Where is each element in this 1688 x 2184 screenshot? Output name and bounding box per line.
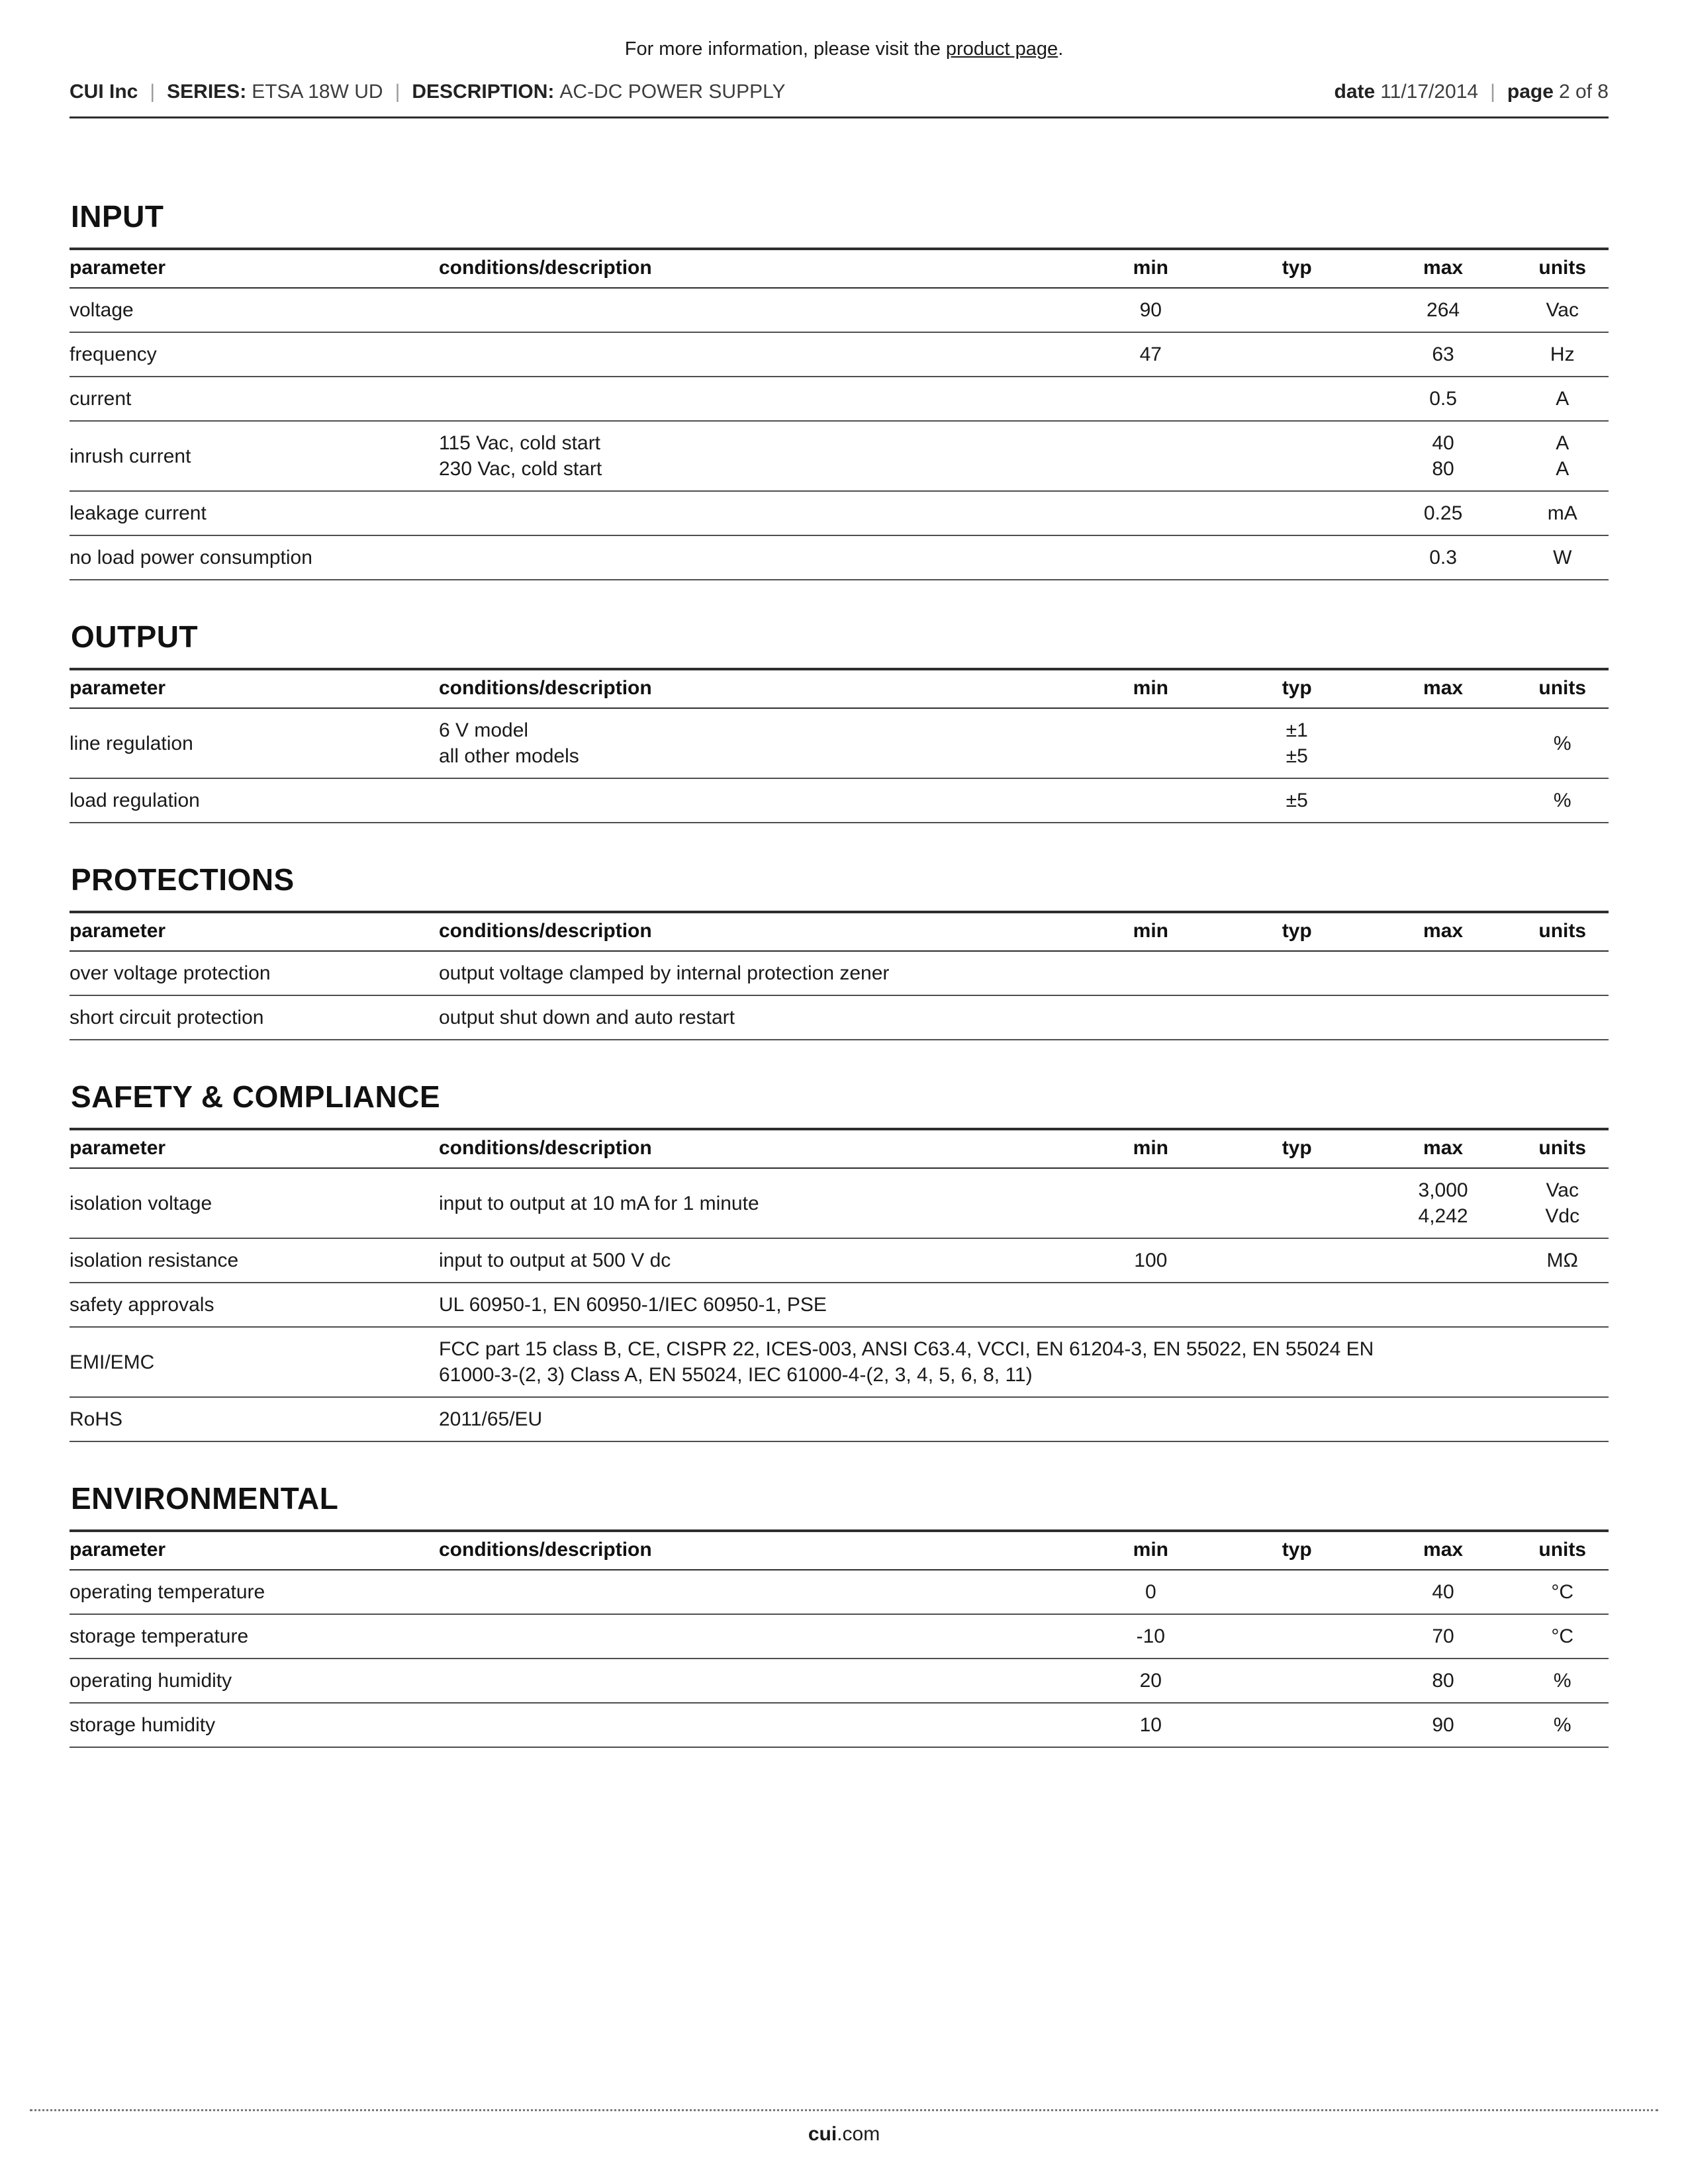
cell-min <box>1078 421 1224 491</box>
column-header: units <box>1538 1539 1587 1561</box>
cell-line: 4,242 <box>1418 1205 1468 1227</box>
cell-line: 100 <box>1134 1250 1168 1271</box>
cell-min <box>1078 332 1224 377</box>
table-header-row <box>70 912 1609 951</box>
table-row <box>70 1327 1609 1397</box>
cell-line: ±5 <box>1286 745 1308 767</box>
cell-units <box>1517 1703 1609 1747</box>
table-row <box>70 288 1609 332</box>
cell-line: 2011/65/EU <box>439 1408 543 1430</box>
cell-max <box>1370 1703 1517 1747</box>
header-bar <box>70 81 1609 118</box>
cell-line: -10 <box>1136 1625 1165 1647</box>
cell-line: output voltage clamped by internal protection zener <box>439 962 890 984</box>
cell-max <box>1370 1614 1517 1659</box>
header-divider: | <box>1490 81 1495 103</box>
product-page-link[interactable]: product page <box>945 38 1058 60</box>
cell-line: ±5 <box>1286 790 1308 811</box>
cell-min <box>1078 377 1224 421</box>
date-label: date <box>1334 81 1376 103</box>
cell-typ <box>1224 491 1370 535</box>
column-header: typ <box>1282 257 1312 279</box>
cell-conditions <box>439 332 1078 377</box>
spec-table <box>70 1128 1609 1442</box>
column-header: conditions/description <box>439 257 652 279</box>
table-row <box>70 332 1609 377</box>
cell-line: all other models <box>439 745 579 767</box>
cell-parameter: over voltage protection <box>70 962 271 984</box>
cell-parameter: EMI/EMC <box>70 1351 155 1373</box>
cell-typ <box>1224 1168 1370 1238</box>
column-header: parameter <box>70 677 166 699</box>
cell-max <box>1370 332 1517 377</box>
column-header: parameter <box>70 257 166 279</box>
column-header: units <box>1538 920 1587 942</box>
cell-line: A <box>1556 432 1570 454</box>
cell-max <box>1370 778 1517 823</box>
section-title: INPUT <box>71 199 164 234</box>
footer <box>30 2109 1658 2146</box>
cell-units <box>1517 288 1609 332</box>
column-header: parameter <box>70 1539 166 1561</box>
cell-line: 230 Vac, cold start <box>439 458 602 480</box>
date-value: 11/17/2014 <box>1380 81 1479 103</box>
cell-typ <box>1224 1570 1370 1614</box>
cell-parameter: inrush current <box>70 445 191 467</box>
page-number: 2 of 8 <box>1558 81 1609 103</box>
cell-line: 0.3 <box>1429 547 1457 569</box>
cell-line: A <box>1556 458 1570 480</box>
cell-max <box>1370 1168 1517 1238</box>
cell-line: 80 <box>1432 1670 1454 1692</box>
cell-line: 6 V model <box>439 719 529 741</box>
column-header: min <box>1133 677 1168 699</box>
table-header-row <box>70 1531 1609 1570</box>
cell-parameter: isolation voltage <box>70 1192 212 1214</box>
cell-parameter: storage humidity <box>70 1714 216 1736</box>
cell-min <box>1078 778 1224 823</box>
spec-table <box>70 911 1609 1040</box>
cell-typ <box>1224 1614 1370 1659</box>
table-row <box>70 1168 1609 1238</box>
cell-parameter: leakage current <box>70 502 207 524</box>
cell-conditions <box>439 708 1078 778</box>
column-header: parameter <box>70 920 166 942</box>
footer-brand-suffix: .com <box>837 2123 880 2145</box>
top-note-text: For more information, please visit the <box>624 38 946 60</box>
cell-line: 3,000 <box>1418 1179 1468 1201</box>
cell-line: Vac <box>1546 299 1579 321</box>
table-row <box>70 1659 1609 1703</box>
cell-line: Vdc <box>1545 1205 1580 1227</box>
table-header-row <box>70 669 1609 708</box>
cell-parameter: load regulation <box>70 790 200 811</box>
column-header: min <box>1133 1539 1168 1561</box>
cell-parameter: current <box>70 388 132 410</box>
table-row <box>70 1703 1609 1747</box>
cell-line: 80 <box>1432 458 1454 480</box>
table-row <box>70 1397 1609 1441</box>
cell-min <box>1078 1168 1224 1238</box>
cell-line: input to output at 500 V dc <box>439 1250 671 1271</box>
cell-min <box>1078 1238 1224 1283</box>
table-row <box>70 377 1609 421</box>
cell-line: °C <box>1551 1625 1574 1647</box>
section-title: ENVIRONMENTAL <box>71 1481 339 1516</box>
cell-line: 115 Vac, cold start <box>439 432 601 454</box>
cell-conditions <box>439 1397 1609 1441</box>
cell-conditions <box>439 778 1078 823</box>
cell-units <box>1517 377 1609 421</box>
cell-parameter: operating temperature <box>70 1581 265 1603</box>
cell-line: 0.5 <box>1429 388 1457 410</box>
spec-table <box>70 248 1609 580</box>
cell-parameter: line regulation <box>70 732 193 754</box>
column-header: conditions/description <box>439 1137 652 1159</box>
cell-min <box>1078 708 1224 778</box>
cell-parameter: isolation resistance <box>70 1250 239 1271</box>
column-header: max <box>1423 677 1464 699</box>
column-header: max <box>1423 1137 1464 1159</box>
cell-line: UL 60950-1, EN 60950-1/IEC 60950-1, PSE <box>439 1294 827 1316</box>
section-3 <box>70 1079 1609 1442</box>
cell-conditions <box>439 491 1078 535</box>
cell-max <box>1370 288 1517 332</box>
cell-conditions <box>439 1327 1609 1397</box>
section-title: PROTECTIONS <box>71 862 295 897</box>
column-header: min <box>1133 257 1168 279</box>
table-row <box>70 1614 1609 1659</box>
cell-line: ±1 <box>1286 719 1308 741</box>
cell-line: °C <box>1551 1581 1574 1603</box>
cell-max <box>1370 1570 1517 1614</box>
cell-line: W <box>1553 547 1572 569</box>
spec-table <box>70 1529 1609 1748</box>
cell-typ <box>1224 1703 1370 1747</box>
cell-units <box>1517 1238 1609 1283</box>
column-header: min <box>1133 1137 1168 1159</box>
cell-parameter: frequency <box>70 343 157 365</box>
cell-typ <box>1224 708 1370 778</box>
table-row <box>70 951 1609 995</box>
column-header: units <box>1538 677 1587 699</box>
cell-max <box>1370 1659 1517 1703</box>
cell-units <box>1517 1168 1609 1238</box>
header-divider: | <box>395 81 400 103</box>
top-note-suffix: . <box>1058 38 1064 60</box>
cell-conditions <box>439 951 1609 995</box>
cell-line: 264 <box>1427 299 1460 321</box>
column-header: units <box>1538 257 1587 279</box>
spec-table <box>70 668 1609 823</box>
content <box>70 199 1609 1786</box>
cell-line: Hz <box>1550 343 1575 365</box>
page-label: page <box>1507 81 1554 103</box>
cell-min <box>1078 288 1224 332</box>
table-header-row <box>70 249 1609 288</box>
cell-conditions <box>439 535 1078 580</box>
cell-min <box>1078 1570 1224 1614</box>
cell-units <box>1517 778 1609 823</box>
cell-conditions <box>439 421 1078 491</box>
cell-typ <box>1224 1238 1370 1283</box>
cell-typ <box>1224 377 1370 421</box>
cell-line: % <box>1553 790 1571 811</box>
cell-typ <box>1224 778 1370 823</box>
header-divider: | <box>150 81 156 103</box>
cell-line: 61000-3-(2, 3) Class A, EN 55024, IEC 61000-4-(2, 3, 4, 5, 6, 8, 11) <box>439 1364 1033 1386</box>
column-header: typ <box>1282 677 1312 699</box>
column-header: typ <box>1282 920 1312 942</box>
column-header: max <box>1423 257 1464 279</box>
cell-max <box>1370 421 1517 491</box>
cell-typ <box>1224 1659 1370 1703</box>
cell-conditions <box>439 1283 1609 1327</box>
cell-parameter: no load power consumption <box>70 547 312 569</box>
cell-units <box>1517 491 1609 535</box>
column-header: max <box>1423 920 1464 942</box>
cell-max <box>1370 377 1517 421</box>
table-row <box>70 995 1609 1040</box>
cell-line: mA <box>1547 502 1577 524</box>
cell-min <box>1078 1703 1224 1747</box>
cell-line: % <box>1553 732 1571 754</box>
cell-min <box>1078 1659 1224 1703</box>
cell-units <box>1517 421 1609 491</box>
section-title: OUTPUT <box>71 619 199 654</box>
section-0 <box>70 199 1609 580</box>
cell-conditions <box>439 1168 1078 1238</box>
cell-line: MΩ <box>1546 1250 1578 1271</box>
cell-conditions <box>439 288 1078 332</box>
cell-line: 40 <box>1432 432 1454 454</box>
table-row <box>70 778 1609 823</box>
cell-line: A <box>1556 388 1570 410</box>
cell-min <box>1078 535 1224 580</box>
top-note <box>0 38 1688 60</box>
table-row <box>70 708 1609 778</box>
cell-line: % <box>1553 1670 1571 1692</box>
column-header: parameter <box>70 1137 166 1159</box>
table-header-row <box>70 1129 1609 1168</box>
cell-max <box>1370 708 1517 778</box>
description-label: DESCRIPTION: <box>412 81 555 103</box>
column-header: typ <box>1282 1539 1312 1561</box>
section-4 <box>70 1480 1609 1748</box>
cell-conditions <box>439 1614 1078 1659</box>
cell-parameter: storage temperature <box>70 1625 249 1647</box>
cell-line: 63 <box>1432 343 1454 365</box>
table-row <box>70 491 1609 535</box>
cell-max <box>1370 491 1517 535</box>
cell-line: 10 <box>1139 1714 1162 1736</box>
cell-line: 0.25 <box>1423 502 1463 524</box>
table-row <box>70 421 1609 491</box>
cell-parameter: voltage <box>70 299 134 321</box>
cell-min <box>1078 491 1224 535</box>
footer-brand: cui <box>808 2123 837 2145</box>
cell-units <box>1517 1570 1609 1614</box>
column-header: conditions/description <box>439 1539 652 1561</box>
cell-conditions <box>439 377 1078 421</box>
column-header: conditions/description <box>439 677 652 699</box>
cell-line: % <box>1553 1714 1571 1736</box>
cell-units <box>1517 708 1609 778</box>
cell-line: Vac <box>1546 1179 1579 1201</box>
cell-units <box>1517 535 1609 580</box>
cell-parameter: short circuit protection <box>70 1007 264 1028</box>
section-2 <box>70 862 1609 1040</box>
section-title: SAFETY & COMPLIANCE <box>71 1079 441 1114</box>
cell-units <box>1517 332 1609 377</box>
series-label: SERIES: <box>167 81 247 103</box>
cell-line: FCC part 15 class B, CE, CISPR 22, ICES-003, ANSI C63.4, VCCI, EN 61204-3, EN 55022, EN 55024 EN <box>439 1338 1374 1360</box>
cell-typ <box>1224 421 1370 491</box>
column-header: min <box>1133 920 1168 942</box>
cell-min <box>1078 1614 1224 1659</box>
column-header: conditions/description <box>439 920 652 942</box>
column-header: max <box>1423 1539 1464 1561</box>
cell-parameter: safety approvals <box>70 1294 214 1316</box>
cell-line: input to output at 10 mA for 1 minute <box>439 1192 759 1214</box>
header-right <box>1335 81 1609 103</box>
cell-line: 40 <box>1432 1581 1454 1603</box>
cell-typ <box>1224 288 1370 332</box>
cell-max <box>1370 535 1517 580</box>
cell-conditions <box>439 995 1609 1040</box>
cell-units <box>1517 1614 1609 1659</box>
cell-conditions <box>439 1659 1078 1703</box>
cell-conditions <box>439 1703 1078 1747</box>
company-name: CUI Inc <box>70 81 138 103</box>
cell-parameter: operating humidity <box>70 1670 232 1692</box>
cell-line: output shut down and auto restart <box>439 1007 735 1028</box>
header-left <box>70 81 786 103</box>
cell-line: 0 <box>1145 1581 1156 1603</box>
cell-typ <box>1224 535 1370 580</box>
description-value: AC-DC POWER SUPPLY <box>559 81 786 103</box>
cell-typ <box>1224 332 1370 377</box>
cell-parameter: RoHS <box>70 1408 123 1430</box>
table-row <box>70 1238 1609 1283</box>
cell-conditions <box>439 1238 1078 1283</box>
column-header: typ <box>1282 1137 1312 1159</box>
table-row <box>70 1570 1609 1614</box>
cell-line: 47 <box>1139 343 1162 365</box>
cell-max <box>1370 1238 1517 1283</box>
cell-line: 90 <box>1432 1714 1454 1736</box>
section-1 <box>70 619 1609 823</box>
series-value: ETSA 18W UD <box>252 81 383 103</box>
cell-line: 90 <box>1139 299 1162 321</box>
cell-line: 70 <box>1432 1625 1454 1647</box>
column-header: units <box>1538 1137 1587 1159</box>
cell-conditions <box>439 1570 1078 1614</box>
cell-line: 20 <box>1139 1670 1162 1692</box>
table-row <box>70 1283 1609 1327</box>
table-row <box>70 535 1609 580</box>
cell-units <box>1517 1659 1609 1703</box>
